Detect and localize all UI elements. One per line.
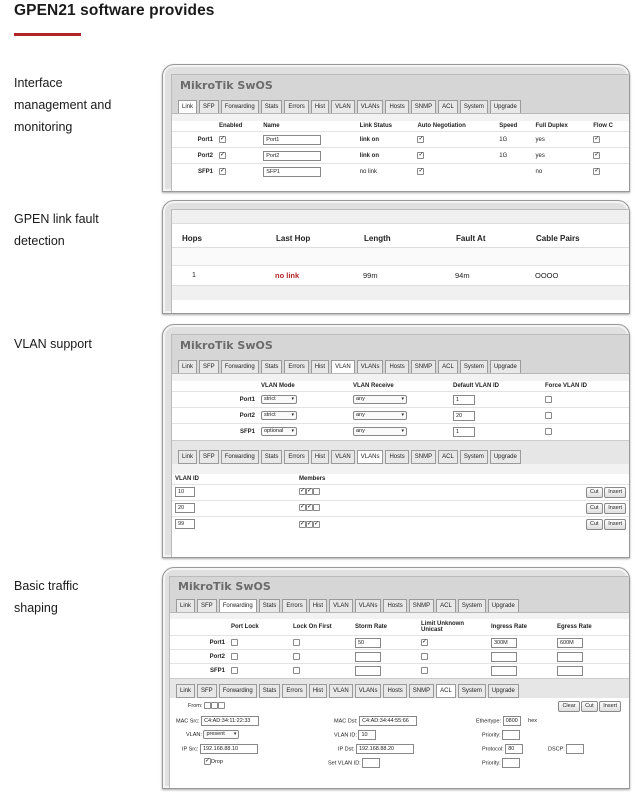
tab-sfp[interactable]: SFP (197, 684, 217, 698)
vlan-panel (162, 324, 630, 558)
tab-bar (172, 450, 629, 464)
col-hops: Hops (182, 234, 202, 243)
egress-rate-input[interactable] (557, 666, 583, 676)
col-ingress-rate: Ingress Rate (491, 624, 528, 630)
vlan-id-label: VLAN ID: (334, 731, 357, 738)
fault-table (172, 230, 629, 300)
tab-acl[interactable]: ACL (438, 360, 458, 373)
tab-snmp[interactable]: SNMP (411, 100, 436, 113)
egress-rate-input[interactable] (557, 652, 583, 662)
tab-upgrade[interactable]: Upgrade (488, 599, 519, 612)
table-row: Port2 strict ▾ any ▾ 20 (172, 408, 629, 424)
table-row: SFP1 (170, 664, 629, 678)
table-row (172, 500, 629, 516)
col-auto-negotiation: Auto Negotiation (417, 123, 466, 129)
mac-src-label: MAC Src: (176, 717, 200, 724)
tab-vlans[interactable]: VLANs (357, 100, 384, 113)
member-checkbox[interactable]: ✓ (300, 504, 306, 511)
default-vlan-id-input[interactable]: 20 (453, 411, 475, 421)
hex-label: hex (528, 717, 538, 724)
table-row: Port1 strict ▾ any ▾ 1 (172, 392, 629, 408)
fault-panel (162, 200, 630, 314)
tab-forwarding[interactable]: Forwarding (221, 100, 259, 113)
table-row: Port1 ✓ Port1 link on ✓ 1G yes ✓ (172, 132, 629, 148)
tab-upgrade[interactable]: Upgrade (490, 100, 521, 113)
flow-control-checkbox[interactable]: ✓ (594, 168, 600, 175)
table-row (172, 516, 629, 532)
vlan-id-input[interactable]: 10 (358, 730, 376, 740)
vlan-table (172, 381, 629, 440)
mac-dst-input[interactable]: C4:AD:34:44:55:66 (359, 716, 417, 726)
lock-on-first-checkbox[interactable] (293, 653, 300, 660)
tab-hist[interactable]: Hist (311, 450, 329, 464)
enabled-checkbox[interactable]: ✓ (220, 135, 226, 142)
ingress-rate-input[interactable]: 300M (491, 638, 517, 648)
vlan-id-input[interactable]: 10 (175, 487, 195, 497)
tab-errors[interactable]: Errors (284, 360, 308, 373)
flow-control-checkbox[interactable]: ✓ (594, 151, 600, 158)
member-checkbox[interactable]: ✓ (307, 504, 313, 511)
tab-forwarding[interactable]: Forwarding (219, 599, 257, 612)
default-vlan-id-input[interactable]: 1 (453, 427, 475, 437)
tab-hosts[interactable]: Hosts (385, 450, 408, 464)
drop-label: Drop (211, 758, 223, 765)
protocol-label: Protocol: (482, 745, 504, 752)
table-row (172, 484, 629, 500)
col-egress-rate: Egress Rate (557, 624, 592, 630)
link-panel (162, 64, 630, 192)
vlan-id-input[interactable]: 20 (175, 503, 195, 513)
tab-forwarding[interactable]: Forwarding (221, 360, 259, 373)
tab-vlan[interactable]: VLAN (331, 100, 355, 113)
col-cable-pairs: Cable Pairs (536, 234, 580, 243)
section-label-shaping: Basic traffic shaping (14, 579, 79, 615)
force-vlan-id-checkbox[interactable] (545, 412, 552, 419)
tab-acl[interactable]: ACL (436, 684, 456, 698)
vlan-label: VLAN: (186, 731, 202, 738)
vlan-receive-select[interactable]: any ▾ (353, 427, 407, 436)
flow-control-checkbox[interactable]: ✓ (594, 135, 600, 142)
app-header (172, 335, 629, 374)
tab-hist[interactable]: Hist (309, 599, 327, 612)
port-lock-checkbox[interactable] (231, 639, 238, 646)
tab-stats[interactable]: Stats (261, 100, 283, 113)
tab-vlans[interactable]: VLANs (355, 599, 382, 612)
default-vlan-id-input[interactable]: 1 (453, 395, 475, 405)
col-enabled: Enabled (219, 123, 243, 129)
shaping-panel (162, 567, 630, 789)
priority-input[interactable] (502, 730, 520, 740)
tab-errors[interactable]: Errors (282, 599, 306, 612)
vlan-receive-select[interactable]: any ▾ (353, 411, 407, 420)
limit-unknown-unicast-checkbox[interactable] (421, 667, 428, 674)
section-label-fault: GPEN link fault detection (14, 212, 99, 248)
force-vlan-id-checkbox[interactable] (545, 428, 552, 435)
tab-vlans[interactable]: VLANs (355, 684, 382, 698)
protocol-input[interactable]: 80 (505, 744, 523, 754)
col-name: Name (263, 123, 280, 129)
port-name-input[interactable]: Port2 (263, 151, 321, 161)
tab-vlan[interactable]: VLAN (331, 450, 355, 464)
tab-bar (178, 100, 521, 113)
tab-errors[interactable]: Errors (284, 450, 308, 464)
col-speed: Speed (499, 123, 518, 129)
tab-hist[interactable]: Hist (309, 684, 327, 698)
port-name-input[interactable]: SFP1 (263, 167, 321, 177)
force-vlan-id-checkbox[interactable] (545, 396, 552, 403)
tab-link[interactable]: Link (178, 100, 197, 113)
tab-link[interactable]: Link (176, 684, 195, 698)
drop-checkbox[interactable]: ✓ (205, 757, 211, 764)
col-lock-on-first: Lock On First (293, 624, 332, 630)
vlan-receive-select[interactable]: any ▾ (353, 395, 407, 404)
vlan-mode-select[interactable]: optional ▾ (261, 427, 297, 436)
col-fault-at: Fault At (456, 234, 486, 243)
tab-hosts[interactable]: Hosts (385, 360, 408, 373)
set-vlan-id-label: Set VLAN ID: (328, 759, 361, 766)
vlans-table (172, 474, 629, 533)
col-port-lock: Port Lock (231, 624, 259, 630)
forwarding-table (170, 619, 629, 678)
member-checkbox[interactable]: ✓ (300, 488, 306, 495)
vlan-id-input[interactable]: 99 (175, 519, 195, 529)
cut-button[interactable]: Cut (586, 519, 603, 530)
set-vlan-id-input[interactable] (362, 758, 380, 768)
section-label-vlan: VLAN support (14, 337, 92, 351)
tab-bar (170, 684, 629, 698)
col-length: Length (364, 234, 391, 243)
enabled-checkbox[interactable]: ✓ (220, 151, 226, 158)
acl-form (170, 698, 629, 778)
table-row: Port1 50 ✓ 300M 600M (170, 636, 629, 650)
ingress-rate-input[interactable] (491, 652, 517, 662)
tab-hosts[interactable]: Hosts (383, 599, 406, 612)
tab-hosts[interactable]: Hosts (385, 100, 408, 113)
enabled-checkbox[interactable]: ✓ (220, 168, 226, 175)
app-header (172, 75, 629, 114)
auto-negotiation-checkbox[interactable]: ✓ (418, 135, 424, 142)
insert-button[interactable]: Insert (604, 503, 626, 514)
tab-snmp[interactable]: SNMP (409, 684, 434, 698)
port-lock-checkbox[interactable] (231, 667, 238, 674)
ip-src-input[interactable]: 192.168.88.10 (200, 744, 258, 754)
member-checkbox[interactable]: ✓ (314, 520, 320, 527)
tab-snmp[interactable]: SNMP (409, 599, 434, 612)
tab-vlan[interactable]: VLAN (329, 599, 353, 612)
ingress-rate-input[interactable] (491, 666, 517, 676)
tab-acl[interactable]: ACL (436, 599, 456, 612)
tab-system[interactable]: System (460, 100, 488, 113)
col-members: Members (299, 475, 326, 482)
lock-on-first-checkbox[interactable] (293, 639, 300, 646)
member-checkbox[interactable] (313, 504, 320, 511)
mac-dst-label: MAC Dst: (334, 717, 358, 724)
tab-acl[interactable]: ACL (438, 100, 458, 113)
col-link-status: Link Status (359, 123, 392, 129)
tab-upgrade[interactable]: Upgrade (490, 360, 521, 373)
page-title: GPEN21 software provides (14, 2, 215, 19)
priority-label: Priority: (482, 731, 501, 738)
tab-link[interactable]: Link (176, 599, 195, 612)
cut-button[interactable]: Cut (581, 701, 598, 712)
title-underline (14, 33, 81, 36)
table-row: Port2 (170, 650, 629, 664)
tab-acl[interactable]: ACL (438, 450, 458, 464)
vlan-select[interactable]: present ▾ (203, 730, 239, 739)
section-label-interface: Interface management and monitoring (14, 76, 112, 134)
ethertype-label: Ethertype: (476, 717, 502, 724)
col-full-duplex: Full Duplex (535, 123, 568, 129)
port-name-input[interactable]: Port1 (263, 135, 321, 145)
col-flow-control: Flow C (593, 123, 613, 129)
link-table (172, 121, 629, 180)
limit-unknown-unicast-checkbox[interactable]: ✓ (422, 638, 428, 645)
brand-logo: MikroTik SwOS (180, 79, 273, 92)
table-row: Port2 ✓ Port2 link on ✓ 1G yes ✓ (172, 148, 629, 164)
table-row: SFP1 optional ▾ any ▾ 1 (172, 424, 629, 440)
auto-negotiation-checkbox[interactable]: ✓ (418, 168, 424, 175)
tab-link[interactable]: Link (178, 450, 197, 464)
priority-label: Priority: (482, 759, 501, 766)
col-default-vlan-id: Default VLAN ID (453, 383, 500, 389)
tab-system[interactable]: System (460, 450, 488, 464)
ethertype-input[interactable]: 0800 (503, 716, 521, 726)
col-limit-unknown-unicast: Limit Unknown Unicast (421, 621, 464, 633)
tab-bar (176, 599, 519, 612)
tab-stats[interactable]: Stats (259, 599, 281, 612)
auto-negotiation-checkbox[interactable]: ✓ (418, 151, 424, 158)
tab-snmp[interactable]: SNMP (411, 360, 436, 373)
table-row: SFP1 ✓ SFP1 no link ✓ no ✓ (172, 164, 629, 180)
tab-system[interactable]: System (458, 684, 486, 698)
tab-hist[interactable]: Hist (311, 360, 329, 373)
tab-stats[interactable]: Stats (261, 450, 283, 464)
vlan-mode-select[interactable]: strict ▾ (261, 411, 297, 420)
tab-upgrade[interactable]: Upgrade (490, 450, 521, 464)
tab-hist[interactable]: Hist (311, 100, 329, 113)
set-priority-input[interactable] (502, 758, 520, 768)
tab-vlan[interactable]: VLAN (329, 684, 353, 698)
ip-dst-input[interactable]: 192.168.88.20 (356, 744, 414, 754)
cut-button[interactable]: Cut (586, 487, 603, 498)
vlan-mode-select[interactable]: strict ▾ (261, 395, 297, 404)
tab-sfp[interactable]: SFP (199, 100, 219, 113)
tab-errors[interactable]: Errors (282, 684, 306, 698)
tab-bar (178, 360, 521, 373)
from-checkbox[interactable] (218, 702, 225, 709)
lock-on-first-checkbox[interactable] (293, 667, 300, 674)
tab-vlan[interactable]: VLAN (331, 360, 355, 373)
tab-forwarding[interactable]: Forwarding (221, 450, 259, 464)
member-checkbox[interactable] (313, 488, 320, 495)
brand-logo: MikroTik SwOS (180, 339, 273, 352)
tab-sfp[interactable]: SFP (199, 360, 219, 373)
insert-button[interactable]: Insert (604, 519, 626, 530)
storm-rate-input[interactable]: 50 (355, 638, 381, 648)
tab-errors[interactable]: Errors (284, 100, 308, 113)
member-checkbox[interactable]: ✓ (307, 488, 313, 495)
col-force-vlan-id: Force VLAN ID (545, 383, 588, 389)
ip-src-label: IP Src: (182, 745, 199, 752)
storm-rate-input[interactable] (355, 652, 381, 662)
tab-snmp[interactable]: SNMP (411, 450, 436, 464)
tab-sfp[interactable]: SFP (197, 599, 217, 612)
tab-forwarding[interactable]: Forwarding (219, 684, 257, 698)
tab-upgrade[interactable]: Upgrade (488, 684, 519, 698)
port-lock-checkbox[interactable] (231, 653, 238, 660)
col-vlan-mode: VLAN Mode (261, 383, 295, 389)
tab-vlans[interactable]: VLANs (357, 450, 384, 464)
col-last-hop: Last Hop (276, 234, 311, 243)
mac-src-input[interactable]: C4:AD:34:11:22:33 (201, 716, 259, 726)
cut-button[interactable]: Cut (586, 503, 603, 514)
tab-stats[interactable]: Stats (259, 684, 281, 698)
clear-button[interactable]: Clear (558, 701, 579, 712)
tab-stats[interactable]: Stats (261, 360, 283, 373)
col-vlan-receive: VLAN Receive (353, 383, 394, 389)
member-checkbox[interactable]: ✓ (300, 520, 306, 527)
from-checkbox[interactable] (204, 702, 211, 709)
egress-rate-input[interactable]: 600M (557, 638, 583, 648)
tab-hosts[interactable]: Hosts (383, 684, 406, 698)
tab-link[interactable]: Link (178, 360, 197, 373)
from-label: From: (188, 702, 203, 709)
brand-logo: MikroTik SwOS (178, 580, 271, 593)
col-vlan-id: VLAN ID (175, 475, 199, 482)
insert-button[interactable]: Insert (604, 487, 626, 498)
insert-button[interactable]: Insert (599, 701, 621, 712)
app-header (170, 577, 629, 613)
dscp-label: DSCP: (548, 745, 565, 752)
storm-rate-input[interactable] (355, 666, 381, 676)
ip-dst-label: IP Dst: (338, 745, 355, 752)
tab-system[interactable]: System (458, 599, 486, 612)
dscp-input[interactable] (566, 744, 584, 754)
tab-system[interactable]: System (460, 360, 488, 373)
from-checkbox[interactable] (211, 702, 218, 709)
tab-vlans[interactable]: VLANs (357, 360, 384, 373)
tab-sfp[interactable]: SFP (199, 450, 219, 464)
member-checkbox[interactable]: ✓ (307, 520, 313, 527)
limit-unknown-unicast-checkbox[interactable] (421, 653, 428, 660)
col-storm-rate: Storm Rate (355, 624, 388, 630)
table-row: 1 no link 99m 94m OOOO (172, 266, 629, 286)
